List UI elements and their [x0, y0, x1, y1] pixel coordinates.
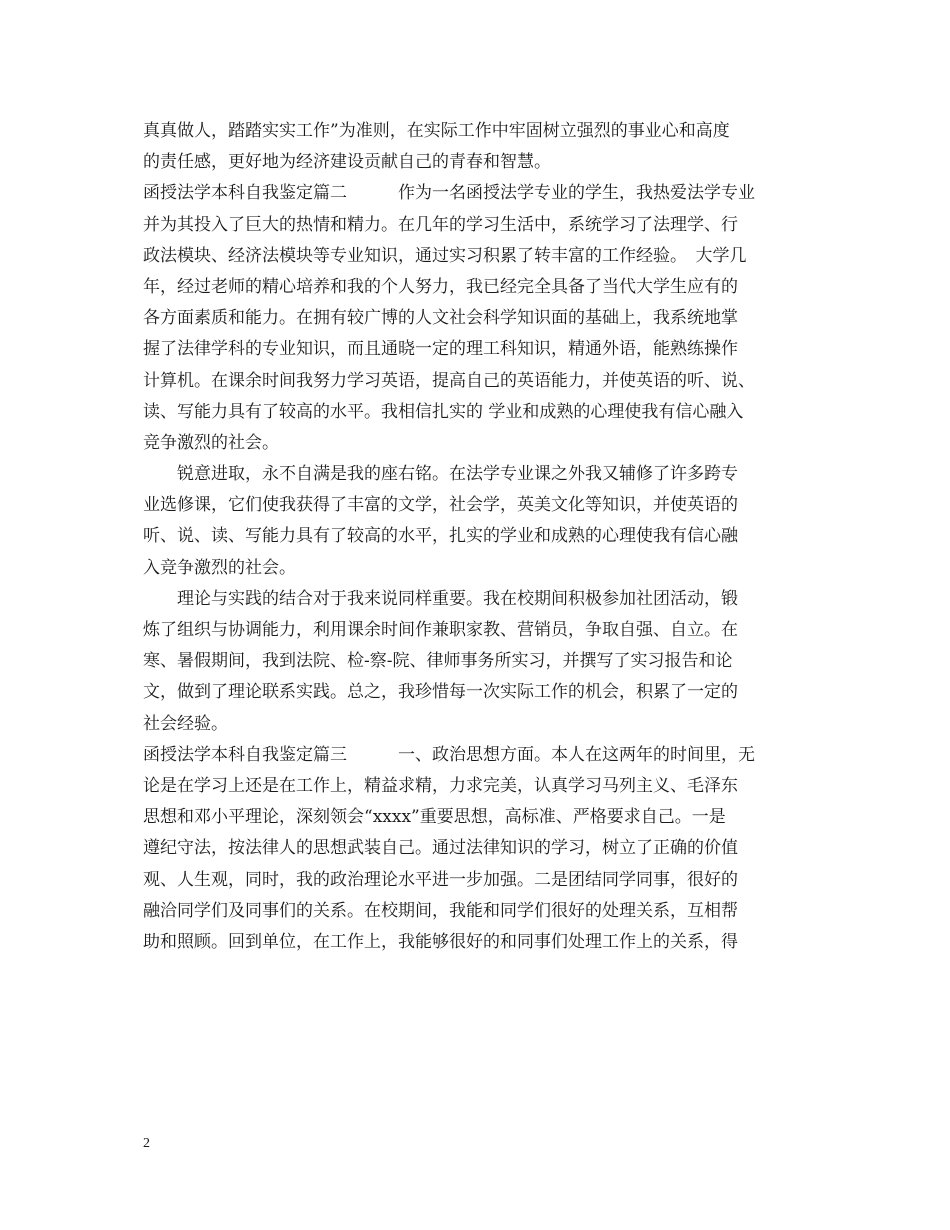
text-line: 政法模块、经济法模块等专业知识，通过实习积累了转丰富的工作经验。 大学几	[143, 245, 747, 266]
text-line: 论是在学习上还是在工作上，精益求精，力求完美，认真学习马列主义、毛泽东	[143, 775, 738, 796]
text-line: 遵纪守法，按法律人的思想武装自己。通过法律知识的学习，树立了正确的价值	[143, 838, 738, 859]
text-line: 观、人生观，同时，我的政治理论水平进一步加强。二是团结同学同事，很好的	[143, 869, 738, 890]
text-line: 握了法律学科的专业知识，而且通晓一定的理工科知识，精通外语，能熟练操作	[143, 339, 738, 360]
page-number: 2	[143, 1136, 150, 1151]
text-line: 炼了组织与协调能力，利用课余时间作兼职家教、营销员，争取自强、自立。在	[143, 620, 738, 640]
text-line: 并为其投入了巨大的热情和精力。在几年的学习生活中，系统学习了法理学、行	[143, 214, 738, 235]
text-line: 助和照顾。回到单位，在工作上，我能够很好的和同事们处理工作上的关系，得	[143, 931, 738, 952]
text-line: 入竞争激烈的社会。	[143, 557, 296, 578]
text-line: 锐意进取，永不自满是我的座右铭。在法学专业课之外我又辅修了许多跨专	[177, 464, 738, 485]
text-line: 年，经过老师的精心培养和我的个人努力，我已经完全具备了当代大学生应有的	[143, 276, 738, 297]
text-line: 竞争激烈的社会。	[143, 432, 279, 453]
text-line: 寒、暑假期间，我到法院、检-察-院、律师事务所实习，并撰写了实习报告和论	[143, 651, 733, 672]
body-text	[143, 116, 823, 958]
text-line: 真真做人，踏踏实实工作”为准则，在实际工作中牢固树立强烈的事业心和高度	[143, 121, 730, 141]
text-line: 文，做到了理论联系实践。总之，我珍惜每一次实际工作的机会，积累了一定的	[143, 682, 738, 703]
text-line: 思想和邓小平理论，深刻领会“xxxx”重要思想，高标准、严格要求自己。一是	[143, 807, 726, 828]
text-line: 融洽同学们及同事们的关系。在校期间，我能和同学们很好的处理关系，互相帮	[143, 900, 738, 921]
text-line: 理论与实践的结合对于我来说同样重要。我在校期间积极参加社团活动，锻	[177, 588, 738, 609]
text-line: 业选修课，它们使我获得了丰富的文学，社会学，英美文化等知识，并使英语的	[143, 495, 738, 516]
text-line: 函授法学本科自我鉴定篇三 一、政治思想方面。本人在这两年的时间里，无	[143, 744, 755, 765]
text-line: 的责任感，更好地为经济建设贡献自己的青春和智慧。	[143, 152, 551, 173]
text-line: 听、说、读、写能力具有了较高的水平，扎实的学业和成熟的心理使我有信心融	[143, 526, 738, 547]
text-line: 函授法学本科自我鉴定篇二 作为一名函授法学专业的学生，我热爱法学专业	[143, 183, 755, 204]
text-line: 社会经验。	[143, 713, 228, 734]
text-line: 读、写能力具有了较高的水平。我相信扎实的 学业和成熟的心理使我有信心融入	[143, 401, 744, 422]
text-line: 计算机。在课余时间我努力学习英语，提高自己的英语能力，并使英语的听、说、	[143, 370, 755, 391]
text-line: 各方面素质和能力。在拥有较广博的人文社会科学知识面的基础上，我系统地掌	[143, 308, 738, 329]
